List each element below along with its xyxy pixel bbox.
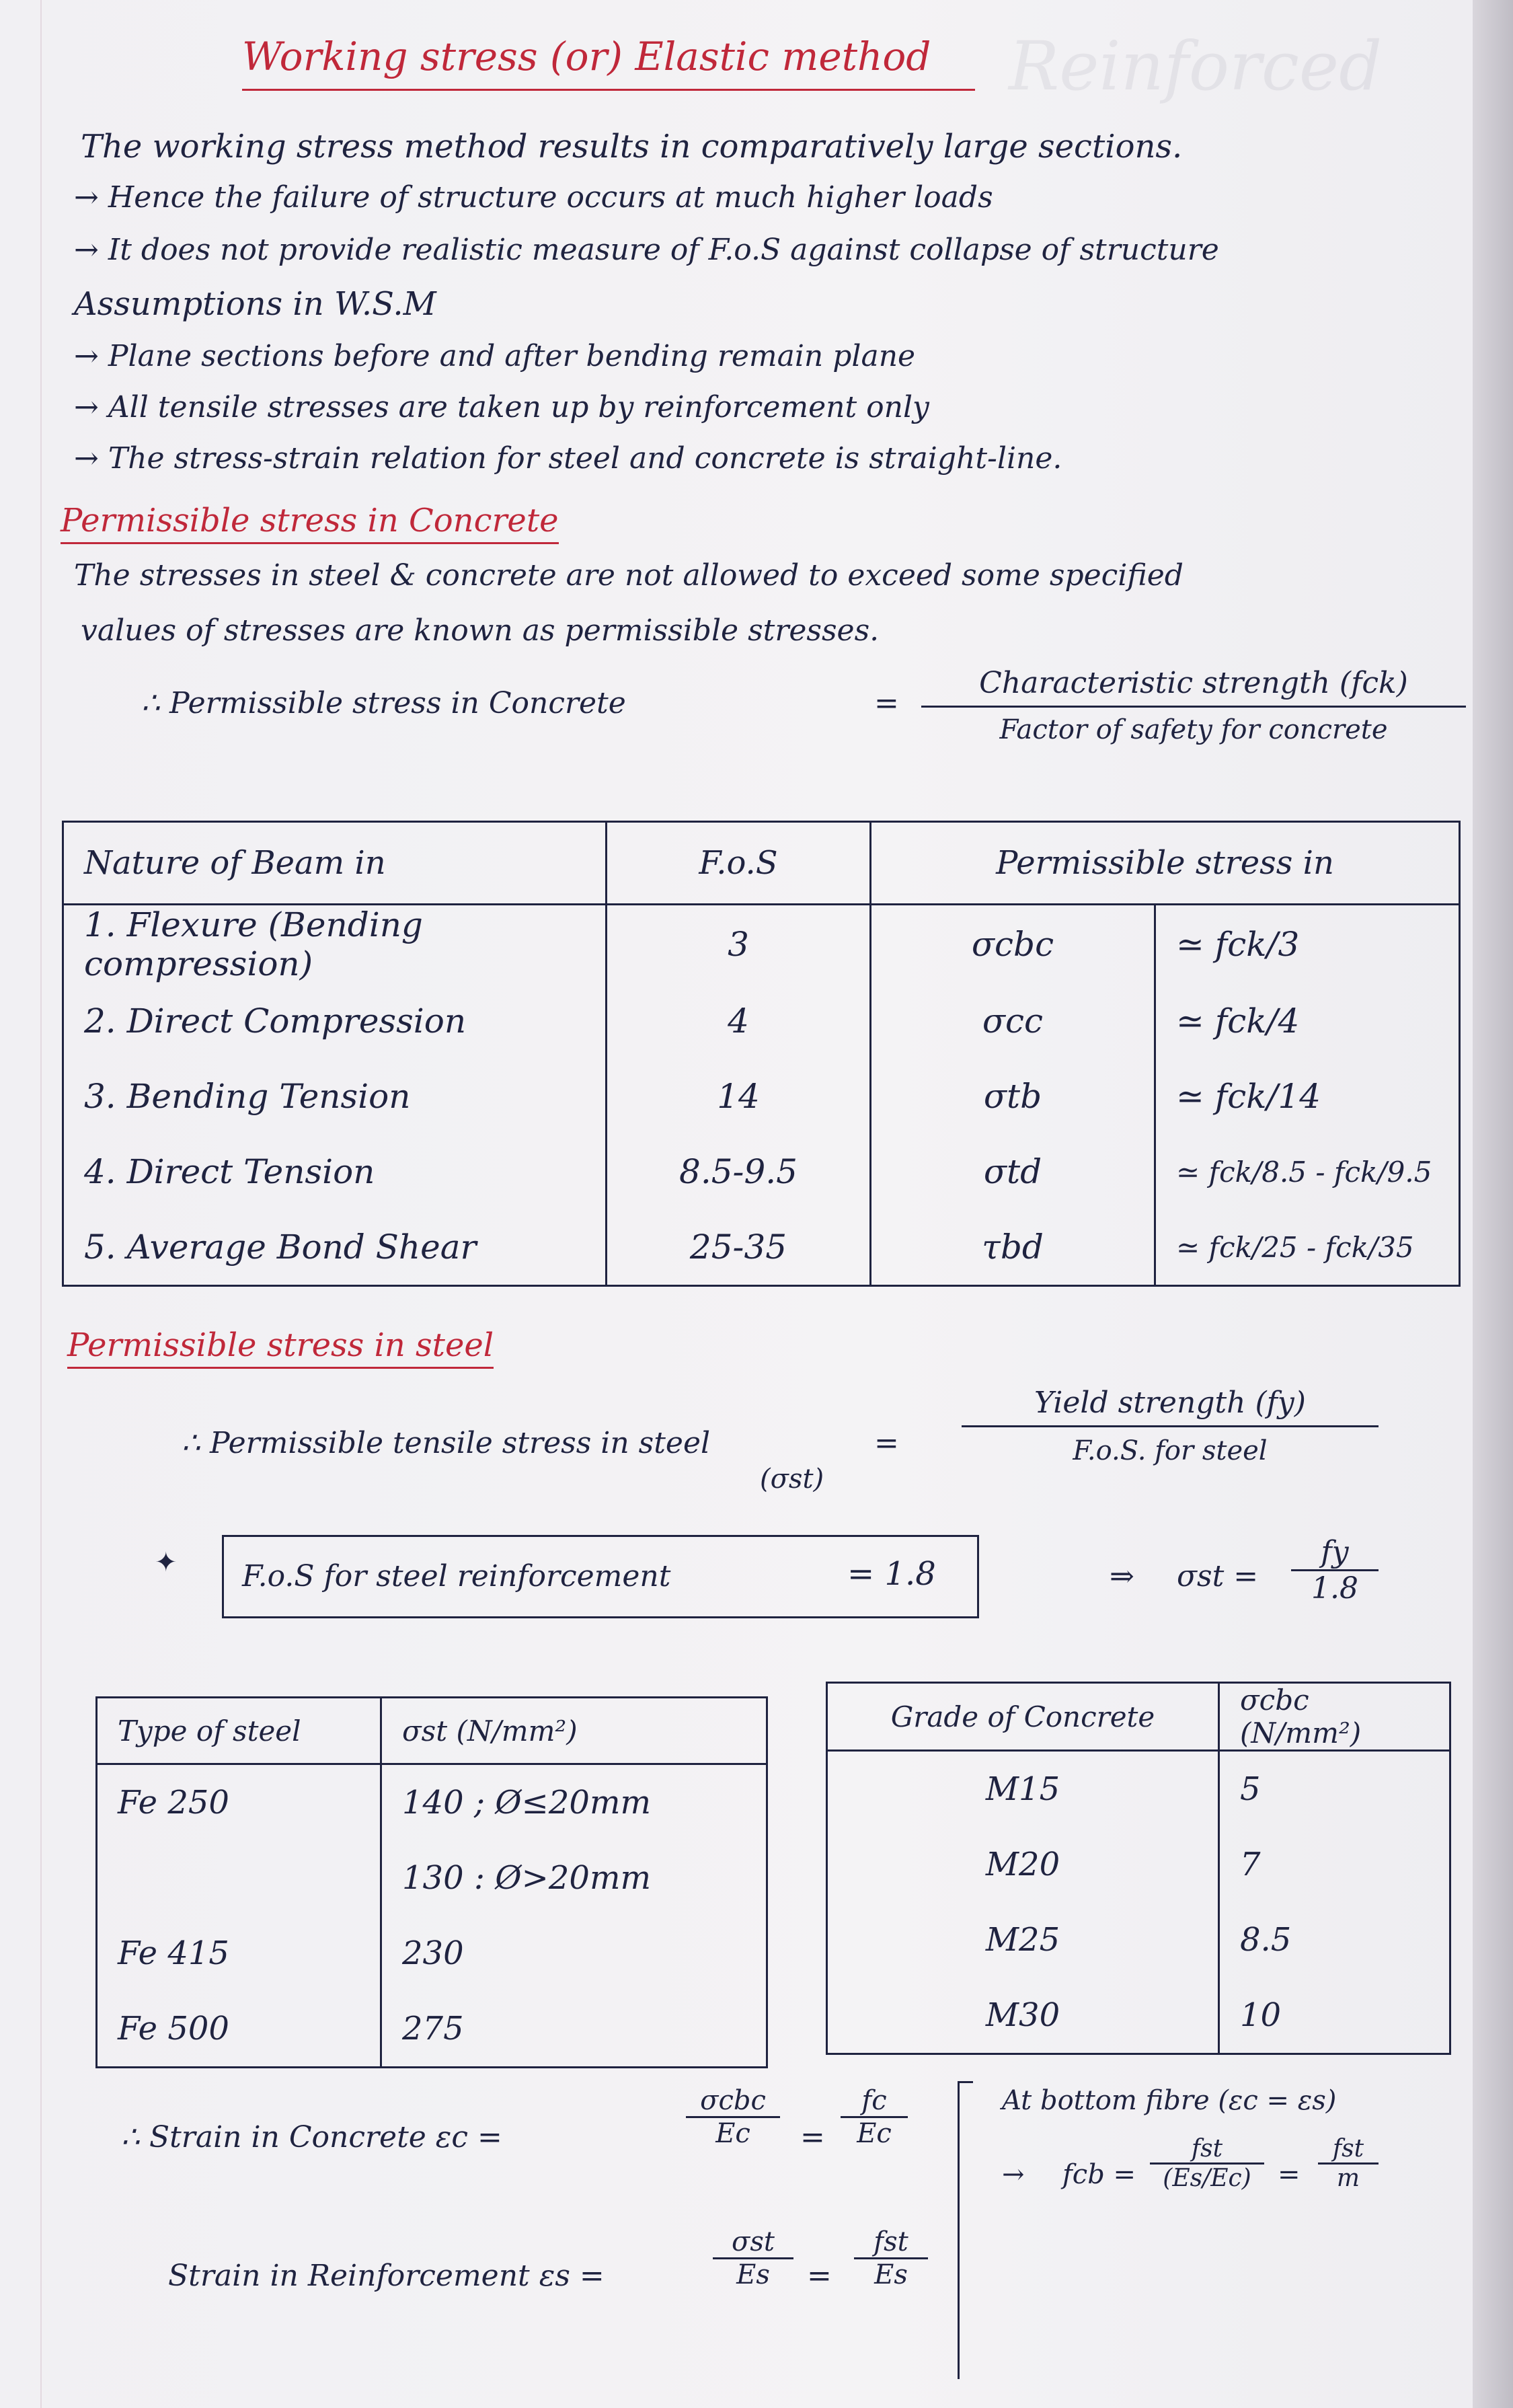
table-cell: 4. Direct Tension (63, 1134, 607, 1209)
fraction-numerator: fst (1318, 2135, 1379, 2165)
table-cell: Fe 250 (97, 1764, 381, 1841)
concrete-line-2: values of stresses are known as permissible stresses. (81, 613, 880, 648)
table-row (63, 1134, 1460, 1209)
intro-line-2: → Hence the failure of structure occurs at much higher loads (74, 180, 993, 215)
table-header: σst (N/mm²) (381, 1698, 767, 1764)
table-cell: σcbc (871, 905, 1155, 984)
concrete-formula-fraction (921, 666, 1466, 745)
table-cell: ≃ fck/3 (1155, 905, 1460, 984)
table-row (97, 1991, 767, 2068)
concrete-formula-eq: = (874, 686, 899, 720)
concrete-grade-table (826, 1682, 1451, 2055)
steel-strain-fraction-1 (713, 2226, 793, 2290)
steel-formula-denominator: F.o.S. for steel (1073, 1435, 1268, 1466)
fcb-fraction-2 (1318, 2135, 1379, 2192)
fos-steel-value: = 1.8 (847, 1555, 936, 1593)
table-cell: M20 (827, 1827, 1219, 1902)
table-row (827, 1978, 1450, 2054)
table-row (97, 1840, 767, 1916)
table-cell: 2. Direct Compression (63, 983, 607, 1059)
fy-denominator: 1.8 (1311, 1571, 1358, 1606)
sparkle-icon: ✦ (155, 1547, 178, 1578)
arrow-icon: ⇒ (1110, 1559, 1134, 1593)
table-cell: 14 (607, 1059, 871, 1134)
note-bracket (958, 2081, 973, 2379)
table-header: F.o.S (607, 822, 871, 905)
table-cell: 25-35 (607, 1209, 871, 1286)
concrete-strain-fraction-1 (686, 2085, 780, 2149)
table-cell: ≃ fck/14 (1155, 1059, 1460, 1134)
page-edge (1473, 0, 1513, 2408)
table-row (63, 983, 1460, 1059)
table-cell: Fe 415 (97, 1916, 381, 1991)
arrow-icon: → (1002, 2159, 1025, 2190)
fy-numerator: fy (1291, 1535, 1379, 1571)
table-cell: σtd (871, 1134, 1155, 1209)
table-header: Permissible stress in (871, 822, 1460, 905)
table-cell: 230 (381, 1916, 767, 1991)
fraction-numerator: fc (841, 2085, 908, 2118)
fcb-fraction-1 (1150, 2135, 1264, 2192)
fraction-numerator: σst (713, 2226, 793, 2259)
table-row (63, 1059, 1460, 1134)
table-cell: σtb (871, 1059, 1155, 1134)
steel-grade-table (95, 1696, 768, 2068)
margin-line (40, 0, 42, 2408)
table-row (63, 905, 1460, 984)
table-cell: M25 (827, 1902, 1219, 1978)
table-cell: 10 (1219, 1978, 1450, 2054)
fraction-denominator: (Es/Ec) (1163, 2165, 1251, 2192)
fraction-denominator: Ec (715, 2118, 750, 2149)
table-cell: ≃ fck/8.5 - fck/9.5 (1155, 1134, 1460, 1209)
fcb-label: fcb = (1062, 2159, 1136, 2190)
fraction-numerator: fst (1150, 2135, 1264, 2165)
assumption-item: → All tensile stresses are taken up by reinforcement only (74, 390, 929, 424)
concrete-line-1: The stresses in steel & concrete are not allowed to exceed some specified (74, 558, 1184, 593)
equals-sign: = (800, 2120, 825, 2154)
bleed-through-text: Reinforced (1009, 27, 1383, 106)
table-cell: Fe 500 (97, 1991, 381, 2068)
table-header: Nature of Beam in (63, 822, 607, 905)
steel-formula-lhs: ∴ Permissible tensile stress in steel (182, 1426, 711, 1460)
fraction-numerator: fst (854, 2226, 928, 2259)
intro-line-1: The working stress method results in comparatively large sections. (81, 128, 1183, 165)
table-header-row (63, 822, 1460, 905)
concrete-formula-lhs: ∴ Permissible stress in Concrete (141, 686, 626, 720)
fraction-denominator: Ec (857, 2118, 892, 2149)
table-cell: ≃ fck/4 (1155, 983, 1460, 1059)
table-cell: 1. Flexure (Bending compression) (63, 905, 607, 984)
fos-table (62, 821, 1461, 1287)
fos-steel-label: F.o.S for steel reinforcement (242, 1559, 671, 1593)
table-row (827, 1751, 1450, 1828)
steel-heading: Permissible stress in steel (67, 1326, 494, 1369)
title-underline (242, 89, 975, 91)
table-header: Grade of Concrete (827, 1683, 1219, 1751)
fraction-denominator: Es (874, 2259, 908, 2290)
table-header: σcbc (N/mm²) (1219, 1683, 1450, 1751)
steel-formula-numerator: Yield strength (fy) (962, 1386, 1379, 1427)
table-row (97, 1764, 767, 1841)
concrete-strain-fraction-2 (841, 2085, 908, 2149)
assumption-item: → Plane sections before and after bending remain plane (74, 339, 916, 373)
table-header-row (97, 1698, 767, 1764)
table-row (63, 1209, 1460, 1286)
table-cell: M30 (827, 1978, 1219, 2054)
equals-sign: = (807, 2259, 832, 2293)
assumptions-heading: Assumptions in W.S.M (74, 285, 436, 323)
concrete-strain-label: ∴ Strain in Concrete εc = (121, 2120, 502, 2154)
table-cell: 5 (1219, 1751, 1450, 1828)
table-header: Type of steel (97, 1698, 381, 1764)
equals-sign: = (1278, 2159, 1301, 2190)
fraction-denominator: m (1336, 2165, 1360, 2192)
table-cell: 8.5-9.5 (607, 1134, 871, 1209)
table-cell: σcc (871, 983, 1155, 1059)
bottom-fibre-label: At bottom fibre (εc = εs) (1002, 2085, 1337, 2116)
steel-formula-fraction (962, 1386, 1379, 1466)
concrete-heading: Permissible stress in Concrete (61, 502, 559, 544)
table-row (97, 1916, 767, 1991)
sigma-st-label: σst = (1177, 1559, 1259, 1593)
table-cell: 7 (1219, 1827, 1450, 1902)
table-cell: 130 : Ø>20mm (381, 1840, 767, 1916)
assumption-item: → The stress-strain relation for steel and concrete is straight-line. (74, 441, 1062, 476)
table-cell: 5. Average Bond Shear (63, 1209, 607, 1286)
table-cell: ≃ fck/25 - fck/35 (1155, 1209, 1460, 1286)
table-cell: M15 (827, 1751, 1219, 1828)
fraction-numerator: σcbc (686, 2085, 780, 2118)
table-row (827, 1827, 1450, 1902)
concrete-formula-numerator: Characteristic strength (fck) (921, 666, 1466, 708)
fy-fraction (1291, 1535, 1379, 1606)
table-cell: 8.5 (1219, 1902, 1450, 1978)
intro-line-3: → It does not provide realistic measure of F.o.S against collapse of structure (74, 233, 1219, 267)
page-title: Working stress (or) Elastic method (242, 34, 931, 79)
steel-strain-fraction-2 (854, 2226, 928, 2290)
table-cell (97, 1840, 381, 1916)
table-cell: 3. Bending Tension (63, 1059, 607, 1134)
table-cell: 275 (381, 1991, 767, 2068)
table-cell: 4 (607, 983, 871, 1059)
steel-strain-label: Strain in Reinforcement εs = (168, 2259, 605, 2293)
table-cell: 140 ; Ø≤20mm (381, 1764, 767, 1841)
table-header-row (827, 1683, 1450, 1751)
steel-formula-sub: (σst) (760, 1464, 824, 1495)
concrete-formula-denominator: Factor of safety for concrete (999, 714, 1388, 745)
fraction-denominator: Es (736, 2259, 770, 2290)
table-cell: τbd (871, 1209, 1155, 1286)
table-row (827, 1902, 1450, 1978)
table-cell: 3 (607, 905, 871, 984)
steel-formula-eq: = (874, 1426, 899, 1460)
